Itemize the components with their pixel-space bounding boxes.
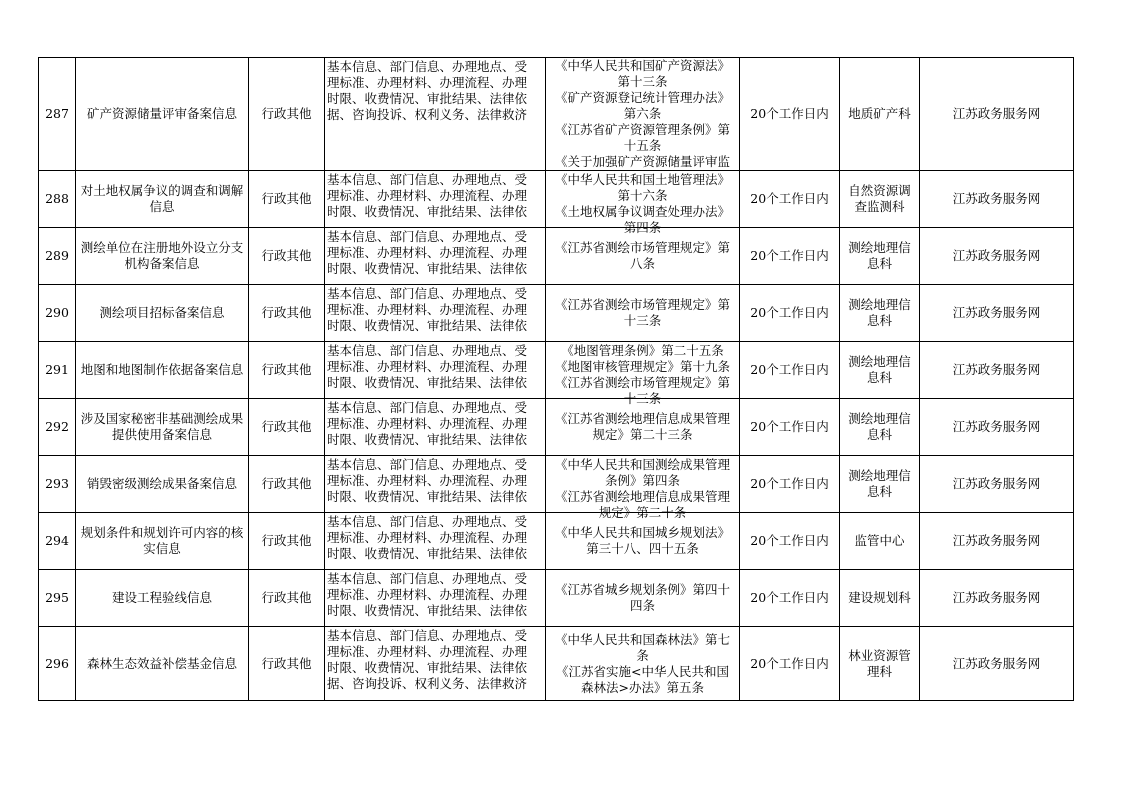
- legal-basis-line: 四条: [629, 598, 655, 613]
- row-number-text: 294: [45, 533, 69, 548]
- time-limit-text: 20个工作日内: [750, 248, 829, 263]
- disclosure-content-line: 基本信息、部门信息、办理地点、受: [327, 571, 528, 586]
- disclosure-content: [325, 171, 546, 228]
- table-row: [39, 58, 1074, 171]
- row-number: [39, 513, 76, 570]
- publish-channel-text: 江苏政务服务网: [952, 191, 1041, 206]
- disclosure-content-line: 时限、收费情况、审批结果、法律依: [327, 489, 528, 504]
- legal-basis-line: 十三条: [623, 391, 662, 406]
- item-type-text: 行政其他: [261, 533, 312, 548]
- row-number: [39, 342, 76, 399]
- time-limit-text: 20个工作日内: [750, 419, 829, 434]
- table-row: [39, 513, 1074, 570]
- item-type: [249, 513, 325, 570]
- publish-channel-text: 江苏政务服务网: [952, 106, 1041, 121]
- legal-basis-line: 《江苏省城乡规划条例》第四十: [554, 582, 730, 597]
- disclosure-content-line: 理标准、办理材料、办理流程、办理: [327, 587, 528, 602]
- legal-basis: [546, 513, 740, 570]
- item-type-text: 行政其他: [261, 191, 312, 206]
- item-name: [76, 171, 249, 228]
- disclosure-content-line: 据、咨询投诉、权利义务、法律救济: [327, 676, 528, 691]
- disclosure-content: [325, 228, 546, 285]
- row-number: [39, 570, 76, 627]
- legal-basis: [546, 228, 740, 285]
- disclosure-content: [325, 627, 546, 701]
- legal-basis-line: 《江苏省测绘市场管理规定》第: [554, 375, 730, 390]
- legal-basis-line: 规定》第二十条: [598, 505, 687, 520]
- item-type-text: 行政其他: [261, 476, 312, 491]
- legal-basis-line: 《中华人民共和国城乡规划法》: [554, 525, 730, 540]
- legal-basis-line: 《中华人民共和国土地管理法》: [554, 172, 730, 187]
- disclosure-content-line: 理标准、办理材料、办理流程、办理: [327, 302, 528, 317]
- disclosure-content-line: 理标准、办理材料、办理流程、办理: [327, 359, 528, 374]
- responsible-dept-text: 测绘地理信息科: [848, 297, 911, 328]
- responsible-dept: [840, 58, 920, 171]
- publish-channel: [920, 627, 1074, 701]
- time-limit: [740, 627, 840, 701]
- legal-basis-line: 《地图管理条例》第二十五条: [561, 343, 724, 358]
- publish-channel-text: 江苏政务服务网: [952, 655, 1041, 671]
- disclosure-content-line: 基本信息、部门信息、办理地点、受: [327, 343, 528, 358]
- legal-basis-line: 规定》第二十三条: [592, 427, 693, 442]
- item-type: [249, 285, 325, 342]
- legal-basis-line: 《土地权属争议调查处理办法》: [554, 204, 730, 219]
- publish-channel: [920, 570, 1074, 627]
- disclosure-content-line: 据、咨询投诉、权利义务、法律救济: [327, 107, 528, 122]
- row-number-text: 296: [45, 655, 69, 671]
- disclosure-content-line: 理标准、办理材料、办理流程、办理: [327, 473, 528, 488]
- disclosure-content-line: 时限、收费情况、审批结果、法律依: [327, 91, 528, 106]
- item-type-text: 行政其他: [261, 106, 312, 121]
- responsible-dept: [840, 342, 920, 399]
- item-name: [76, 513, 249, 570]
- disclosure-content-line: 基本信息、部门信息、办理地点、受: [327, 628, 528, 643]
- disclosure-content: [325, 285, 546, 342]
- disclosure-content-line: 基本信息、部门信息、办理地点、受: [327, 457, 528, 472]
- table-row: [39, 171, 1074, 228]
- legal-basis: [546, 399, 740, 456]
- time-limit-text: 20个工作日内: [750, 533, 829, 548]
- item-name-text: 森林生态效益补偿基金信息: [86, 655, 237, 671]
- legal-basis: [546, 171, 740, 235]
- responsible-dept: [840, 570, 920, 627]
- item-name: [76, 399, 249, 456]
- row-number: [39, 399, 76, 456]
- row-number-text: 289: [45, 248, 69, 263]
- legal-basis: [546, 285, 740, 342]
- disclosure-content-line: 时限、收费情况、审批结果、法律依: [327, 432, 528, 447]
- legal-basis: [546, 456, 740, 520]
- table-row: [39, 456, 1074, 513]
- time-limit-text: 20个工作日内: [750, 476, 829, 491]
- row-number-text: 288: [45, 191, 69, 206]
- item-type: [249, 570, 325, 627]
- item-type-text: 行政其他: [261, 248, 312, 263]
- item-name: [76, 456, 249, 513]
- disclosure-content-line: 基本信息、部门信息、办理地点、受: [327, 286, 528, 301]
- table-row: [39, 627, 1074, 701]
- legal-basis: [546, 58, 740, 171]
- publish-channel-text: 江苏政务服务网: [952, 476, 1041, 491]
- legal-basis-line: 《中华人民共和国矿产资源法》: [554, 58, 730, 73]
- publish-channel-text: 江苏政务服务网: [952, 590, 1041, 605]
- item-type: [249, 171, 325, 228]
- disclosure-content: [325, 342, 546, 399]
- publish-channel-text: 江苏政务服务网: [952, 248, 1041, 263]
- item-name: [76, 58, 249, 171]
- item-name-text: 建设工程验线信息: [111, 590, 212, 605]
- row-number: [39, 58, 76, 171]
- time-limit: [740, 342, 840, 399]
- time-limit-text: 20个工作日内: [750, 362, 829, 377]
- time-limit: [740, 513, 840, 570]
- time-limit-text: 20个工作日内: [750, 590, 829, 605]
- disclosure-content-line: 基本信息、部门信息、办理地点、受: [327, 229, 528, 244]
- row-number-text: 290: [45, 305, 69, 320]
- item-type: [249, 456, 325, 513]
- disclosure-content-line: 时限、收费情况、审批结果、法律依: [327, 204, 528, 219]
- responsible-dept-text: 测绘地理信息科: [848, 354, 911, 385]
- publish-channel: [920, 513, 1074, 570]
- item-type: [249, 228, 325, 285]
- time-limit: [740, 570, 840, 627]
- legal-basis-line: 《地图审核管理规定》第十九条: [554, 359, 730, 374]
- item-name-text: 销毁密级测绘成果备案信息: [86, 476, 237, 491]
- item-name: [76, 285, 249, 342]
- item-type: [249, 342, 325, 399]
- disclosure-content-line: 理标准、办理材料、办理流程、办理: [327, 188, 528, 203]
- disclosure-content: [325, 570, 546, 627]
- legal-basis-line: 《江苏省测绘地理信息成果管理: [554, 411, 730, 426]
- time-limit: [740, 285, 840, 342]
- disclosure-content-line: 时限、收费情况、审批结果、法律依: [327, 603, 528, 618]
- row-number: [39, 627, 76, 701]
- item-type-text: 行政其他: [261, 590, 312, 605]
- publish-channel: [920, 342, 1074, 399]
- row-number: [39, 171, 76, 228]
- disclosure-content-line: 基本信息、部门信息、办理地点、受: [327, 59, 528, 74]
- item-name: [76, 570, 249, 627]
- responsible-dept-text: 测绘地理信息科: [848, 411, 911, 442]
- responsible-dept-text: 林业资源管理科: [848, 647, 911, 679]
- disclosure-content-line: 时限、收费情况、审批结果、法律依: [327, 660, 528, 675]
- disclosure-content-line: 基本信息、部门信息、办理地点、受: [327, 400, 528, 415]
- disclosure-content-line: 理标准、办理材料、办理流程、办理: [327, 644, 528, 659]
- disclosure-content-line: 时限、收费情况、审批结果、法律依: [327, 261, 528, 276]
- publish-channel: [920, 285, 1074, 342]
- legal-basis-line: 条: [636, 647, 649, 663]
- legal-basis-line: 《江苏省矿产资源管理条例》第: [554, 122, 730, 137]
- item-name: [76, 342, 249, 399]
- responsible-dept: [840, 399, 920, 456]
- legal-basis: [546, 627, 740, 701]
- item-name-text: 矿产资源储量评审备案信息: [86, 106, 237, 121]
- row-number-text: 287: [45, 106, 69, 121]
- item-type: [249, 399, 325, 456]
- legal-basis-line: 《中华人民共和国森林法》第七: [554, 631, 730, 647]
- legal-basis-line: 《江苏省测绘市场管理规定》第: [554, 297, 730, 312]
- responsible-dept: [840, 456, 920, 513]
- legal-basis-line: 森林法>办法》第五条: [581, 679, 704, 695]
- responsible-dept: [840, 627, 920, 701]
- legal-basis-line: 第十六条: [617, 188, 668, 203]
- legal-basis-line: 《关于加强矿产资源储量评审监: [554, 154, 730, 169]
- records-table: [38, 57, 1074, 701]
- publish-channel-text: 江苏政务服务网: [952, 305, 1041, 320]
- publish-channel-text: 江苏政务服务网: [952, 362, 1041, 377]
- item-type-text: 行政其他: [261, 419, 312, 434]
- item-type-text: 行政其他: [261, 655, 312, 671]
- row-number-text: 291: [45, 362, 69, 377]
- disclosure-content-line: 时限、收费情况、审批结果、法律依: [327, 375, 528, 390]
- disclosure-content: [325, 58, 546, 171]
- disclosure-content: [325, 513, 546, 570]
- item-type: [249, 58, 325, 171]
- row-number-text: 292: [45, 419, 69, 434]
- time-limit: [740, 399, 840, 456]
- legal-basis-line: 第十三条: [617, 74, 668, 89]
- item-name-text: 对土地权属争议的调查和调解信息: [80, 183, 244, 214]
- item-name-text: 测绘单位在注册地外设立分支机构备案信息: [80, 240, 244, 271]
- item-type-text: 行政其他: [261, 362, 312, 377]
- responsible-dept-text: 测绘地理信息科: [848, 468, 911, 499]
- disclosure-content-line: 基本信息、部门信息、办理地点、受: [327, 514, 528, 529]
- responsible-dept: [840, 513, 920, 570]
- legal-basis: [546, 342, 740, 406]
- disclosure-content: [325, 399, 546, 456]
- legal-basis-line: 《江苏省测绘市场管理规定》第: [554, 240, 730, 255]
- table-row: [39, 285, 1074, 342]
- item-type: [249, 627, 325, 701]
- table-body: [39, 58, 1074, 701]
- table-row: [39, 228, 1074, 285]
- disclosure-content-line: 理标准、办理材料、办理流程、办理: [327, 75, 528, 90]
- legal-basis-line: 第六条: [623, 106, 662, 121]
- row-number: [39, 456, 76, 513]
- responsible-dept-text: 建设规划科: [848, 590, 911, 605]
- responsible-dept-text: 地质矿产科: [848, 106, 911, 121]
- publish-channel: [920, 171, 1074, 228]
- row-number-text: 295: [45, 590, 69, 605]
- table-row: [39, 570, 1074, 627]
- legal-basis-line: 第三十八、四十五条: [586, 541, 699, 556]
- disclosure-content-line: 时限、收费情况、审批结果、法律依: [327, 546, 528, 561]
- responsible-dept: [840, 228, 920, 285]
- table-row: [39, 342, 1074, 399]
- item-name-text: 涉及国家秘密非基础测绘成果提供使用备案信息: [80, 411, 244, 442]
- publish-channel: [920, 228, 1074, 285]
- item-name-text: 地图和地图制作依据备案信息: [80, 362, 244, 377]
- item-name-text: 规划条件和规划许可内容的核实信息: [80, 525, 244, 556]
- disclosure-content-line: 时限、收费情况、审批结果、法律依: [327, 318, 528, 333]
- row-number-text: 293: [45, 476, 69, 491]
- legal-basis: [546, 570, 740, 627]
- legal-basis-line: 十五条: [623, 138, 662, 153]
- publish-channel-text: 江苏政务服务网: [952, 419, 1041, 434]
- responsible-dept: [840, 171, 920, 228]
- disclosure-content-line: 基本信息、部门信息、办理地点、受: [327, 172, 528, 187]
- responsible-dept: [840, 285, 920, 342]
- item-name-text: 测绘项目招标备案信息: [99, 305, 225, 320]
- table-row: [39, 399, 1074, 456]
- legal-basis-line: 《江苏省实施<中华人民共和国: [556, 663, 729, 679]
- disclosure-content-line: 理标准、办理材料、办理流程、办理: [327, 530, 528, 545]
- publish-channel: [920, 58, 1074, 171]
- legal-basis-line: 《江苏省测绘地理信息成果管理: [554, 489, 730, 504]
- time-limit-text: 20个工作日内: [750, 106, 829, 121]
- row-number: [39, 285, 76, 342]
- time-limit: [740, 58, 840, 171]
- item-type-text: 行政其他: [261, 305, 312, 320]
- disclosure-content-line: 理标准、办理材料、办理流程、办理: [327, 245, 528, 260]
- item-name: [76, 627, 249, 701]
- disclosure-content: [325, 456, 546, 513]
- legal-basis-line: 十三条: [623, 313, 662, 328]
- time-limit-text: 20个工作日内: [750, 655, 829, 671]
- time-limit: [740, 456, 840, 513]
- publish-channel-text: 江苏政务服务网: [952, 533, 1041, 548]
- disclosure-content-line: 理标准、办理材料、办理流程、办理: [327, 416, 528, 431]
- legal-basis-line: 条例》第四条: [604, 473, 680, 488]
- item-name: [76, 228, 249, 285]
- publish-channel: [920, 399, 1074, 456]
- legal-basis-line: 《矿产资源登记统计管理办法》: [554, 90, 730, 105]
- time-limit-text: 20个工作日内: [750, 191, 829, 206]
- time-limit: [740, 171, 840, 228]
- legal-basis-line: 八条: [629, 256, 655, 271]
- responsible-dept-text: 监管中心: [854, 533, 905, 548]
- legal-basis-line: 《中华人民共和国测绘成果管理: [554, 457, 730, 472]
- responsible-dept-text: 测绘地理信息科: [848, 240, 911, 271]
- responsible-dept-text: 自然资源调查监测科: [848, 183, 911, 214]
- time-limit: [740, 228, 840, 285]
- publish-channel: [920, 456, 1074, 513]
- row-number: [39, 228, 76, 285]
- legal-basis-line: 第四条: [623, 220, 662, 235]
- time-limit-text: 20个工作日内: [750, 305, 829, 320]
